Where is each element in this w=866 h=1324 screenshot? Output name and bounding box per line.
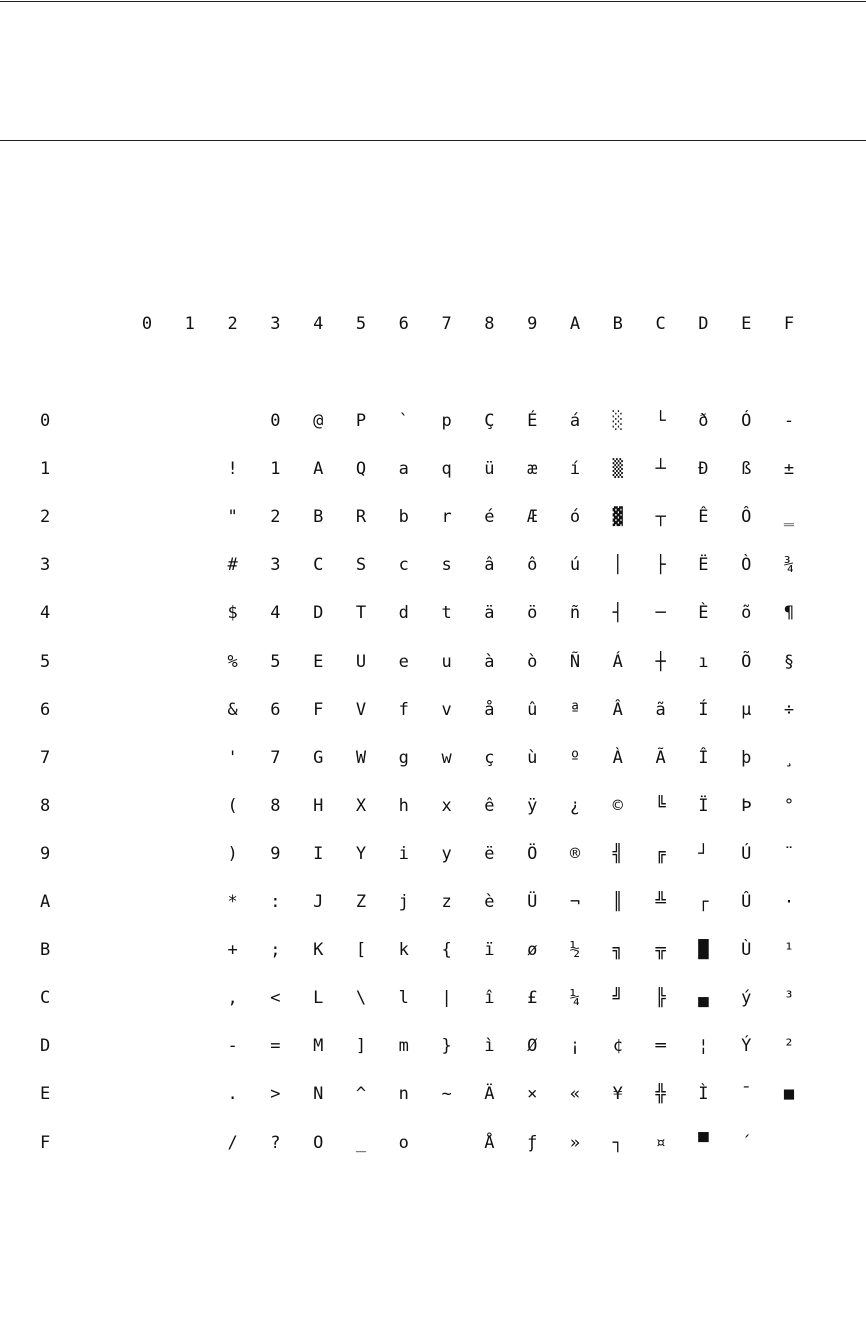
char-cell: ÿ [527,795,538,816]
char-cell: ▓ [612,507,623,528]
char-cell: ß [741,459,752,480]
char-cell: R [355,507,367,528]
char-cell: ├ [655,555,666,576]
char-cell: ▀ [698,1132,709,1153]
column-header-0: 0 [141,314,153,334]
char-cell: ¥ [612,1084,623,1105]
column-header-3: 3 [270,314,281,334]
char-cell: ¡ [569,1036,581,1057]
char-cell: ý [741,988,752,1009]
char-cell: ø [527,940,538,961]
char-cell: - [783,411,795,431]
column-header-4: 4 [313,314,324,334]
char-cell: ┼ [655,651,666,672]
char-cell: / [227,1132,238,1153]
char-cell: ± [783,459,795,480]
char-cell: P [355,411,367,431]
char-cell: · [783,892,795,912]
char-cell: Â [612,699,623,720]
char-cell: | [441,988,452,1009]
column-header-6: 6 [398,314,409,334]
char-cell: " [227,507,238,528]
char-cell: å [484,699,495,720]
char-cell: ¿ [569,795,581,816]
char-cell: ▒ [612,459,623,480]
char-cell: ┴ [655,459,666,480]
char-cell: Ü [527,892,538,912]
char-cell: ) [227,843,238,864]
char-cell: - [227,1036,238,1057]
char-cell: Ý [741,1036,752,1057]
char-cell: ® [569,843,581,864]
char-cell: Ö [527,843,538,864]
char-cell: Ó [741,411,752,431]
char-cell: $ [227,603,238,624]
char-cell: ü [484,459,495,480]
char-cell: « [569,1084,581,1105]
row-header-3: 3 [40,555,51,576]
char-cell: H [313,795,324,816]
char-cell: s [441,555,452,576]
char-cell: þ [741,747,752,768]
char-cell: ╦ [655,940,666,961]
row-header-f: F [40,1132,51,1153]
char-cell: ╠ [655,988,666,1009]
char-cell: n [398,1084,409,1105]
char-cell: ╣ [612,843,623,864]
column-header-8: 8 [484,314,495,334]
char-cell: J [313,892,324,912]
char-cell: d [398,603,409,624]
char-cell: D [313,603,324,624]
char-cell: Õ [741,651,752,672]
char-cell: ┬ [655,507,666,528]
char-cell: \ [355,988,367,1009]
char-cell: Y [355,843,367,864]
char-cell: v [441,699,452,720]
char-cell: o [398,1132,409,1153]
char-cell: Î [698,747,709,768]
char-cell: ç [484,747,495,768]
row-header-4: 4 [40,603,51,624]
char-cell: , [227,988,238,1009]
char-cell: r [441,507,452,528]
char-cell: 5 [270,651,281,672]
column-header-b: B [612,314,623,334]
char-cell: Ø [527,1036,538,1057]
char-cell: Û [741,892,752,912]
char-cell: M [313,1036,324,1057]
char-cell: Z [355,892,367,912]
char-cell: 8 [270,795,281,816]
char-cell: æ [527,459,538,480]
char-cell: _ [355,1132,367,1153]
char-cell: ╝ [612,988,623,1009]
char-cell: │ [612,555,623,576]
column-header-e: E [741,314,752,334]
char-cell: B [313,507,324,528]
char-cell: à [484,651,495,672]
char-cell: Ô [741,507,752,528]
char-cell: á [569,411,581,431]
char-cell: ¹ [783,940,795,961]
row-header-b: B [40,940,51,961]
char-cell: . [227,1084,238,1105]
char-cell: ¦ [698,1036,709,1057]
char-cell: ` [398,411,409,431]
char-cell: ■ [783,1084,795,1105]
char-cell: ô [527,555,538,576]
char-cell: @ [313,411,324,431]
char-cell: £ [527,988,538,1009]
char-cell: ║ [612,892,623,912]
char-cell: f [398,699,409,720]
char-cell: û [527,699,538,720]
char-cell: º [569,747,581,768]
char-cell: ╗ [612,940,623,961]
char-cell: Å [484,1132,495,1153]
char-cell: ¼ [569,988,581,1009]
char-cell: 4 [270,603,281,624]
char-cell: W [355,747,367,768]
row-header-d: D [40,1036,51,1057]
char-cell: ' [227,747,238,768]
column-header-1: 1 [184,314,195,334]
char-cell: ² [783,1036,795,1057]
char-cell: Ñ [569,651,581,672]
column-header-7: 7 [441,314,452,334]
char-cell: ¤ [655,1132,666,1153]
char-cell: ù [527,747,538,768]
char-cell: F [313,699,324,720]
char-cell: 2 [270,507,281,528]
char-cell: ñ [569,603,581,624]
char-cell: t [441,603,452,624]
char-cell: L [313,988,324,1009]
char-cell: z [441,892,452,912]
char-cell: î [484,988,495,1009]
char-cell: í [569,459,581,480]
char-cell: Þ [741,795,752,816]
char-cell: A [313,459,324,480]
char-cell: ƒ [527,1132,538,1153]
char-cell: ╬ [655,1084,666,1105]
char-cell: i [398,843,409,864]
char-cell: ÷ [783,699,795,720]
char-cell: < [270,988,281,1009]
char-cell: ] [355,1036,367,1057]
char-cell: ï [484,940,495,961]
char-cell: e [398,651,409,672]
char-cell: ─ [655,603,666,624]
top-rule [0,1,866,2]
row-header-c: C [40,988,51,1009]
char-cell: × [527,1084,538,1105]
char-cell: T [355,603,367,624]
char-cell: ¢ [612,1036,623,1057]
char-cell: Í [698,699,709,720]
char-cell: ı [698,651,709,672]
char-cell: a [398,459,409,480]
char-cell: ö [527,603,538,624]
char-cell: ╩ [655,892,666,912]
column-header-c: C [655,314,666,334]
char-cell: Ä [484,1084,495,1105]
char-cell: Ì [698,1084,709,1105]
char-cell: ¬ [569,892,581,912]
char-cell: w [441,747,452,768]
char-cell: » [569,1132,581,1153]
char-cell: Ê [698,507,709,528]
row-header-7: 7 [40,747,51,768]
char-cell: I [313,843,324,864]
char-cell: ¾ [783,555,795,576]
char-cell: } [441,1036,452,1057]
row-header-6: 6 [40,699,51,720]
row-header-5: 5 [40,651,51,672]
char-cell: └ [655,411,666,431]
char-cell: ╔ [655,843,666,864]
char-cell: # [227,555,238,576]
char-cell: ╚ [655,795,666,816]
char-cell: ¯ [741,1084,752,1105]
char-cell: Ç [484,411,495,431]
char-cell: ë [484,843,495,864]
char-cell: { [441,940,452,961]
row-header-2: 2 [40,507,51,528]
char-cell: Á [612,651,623,672]
char-cell: ê [484,795,495,816]
row-header-9: 9 [40,843,51,864]
char-cell: ó [569,507,581,528]
char-cell: h [398,795,409,816]
char-cell: c [398,555,409,576]
char-cell: Ò [741,555,752,576]
char-cell: é [484,507,495,528]
char-cell: q [441,459,452,480]
char-cell: Q [355,459,367,480]
char-cell: ^ [355,1084,367,1105]
char-cell: õ [741,603,752,624]
row-header-e: E [40,1084,51,1105]
char-cell: N [313,1084,324,1105]
char-cell: : [270,892,281,912]
char-cell: ½ [569,940,581,961]
char-cell: À [612,747,623,768]
char-cell: ð [698,411,709,431]
char-cell: Ù [741,940,752,961]
char-cell: ┐ [612,1132,623,1153]
char-cell: > [270,1084,281,1105]
char-cell: © [612,795,623,816]
char-cell: [ [355,940,367,961]
row-header-0: 0 [40,411,51,431]
char-cell: ; [270,940,281,961]
char-cell: m [398,1036,409,1057]
char-cell: k [398,940,409,961]
char-cell: Ï [698,795,709,816]
char-cell: ì [484,1036,495,1057]
char-cell: ? [270,1132,281,1153]
char-cell: â [484,555,495,576]
char-cell: y [441,843,452,864]
char-cell: + [227,940,238,961]
row-header-8: 8 [40,795,51,816]
char-cell: K [313,940,324,961]
column-header-f: F [783,314,795,334]
char-cell: ! [227,459,238,480]
char-cell: µ [741,699,752,720]
char-cell: É [527,411,538,431]
char-cell: & [227,699,238,720]
char-cell: 3 [270,555,281,576]
column-header-5: 5 [355,314,367,334]
char-cell: % [227,651,238,672]
char-cell: Ð [698,459,709,480]
column-header-a: A [569,314,581,334]
char-cell: ┘ [698,843,709,864]
char-cell: ã [655,699,666,720]
column-header-d: D [698,314,709,334]
char-cell: ┌ [698,892,709,912]
char-cell: * [227,892,238,912]
char-cell: C [313,555,324,576]
char-cell: 1 [270,459,281,480]
char-cell: ═ [655,1036,666,1057]
char-cell: ´ [741,1132,752,1153]
char-cell: V [355,699,367,720]
char-cell: ┤ [612,603,623,624]
char-cell: 9 [270,843,281,864]
char-cell: ~ [441,1084,452,1105]
char-cell: ( [227,795,238,816]
char-cell: 0 [270,411,281,431]
char-cell: ò [527,651,538,672]
char-cell: = [270,1036,281,1057]
char-cell: E [313,651,324,672]
char-cell: g [398,747,409,768]
row-header-1: 1 [40,459,51,480]
char-cell: ¸ [783,747,795,768]
char-cell: x [441,795,452,816]
char-cell: G [313,747,324,768]
column-header-9: 9 [527,314,538,334]
char-cell: ä [484,603,495,624]
char-cell: Æ [527,507,538,528]
char-cell: ú [569,555,581,576]
char-cell: █ [698,940,709,961]
char-cell: È [698,603,709,624]
char-cell: p [441,411,452,431]
char-cell: ░ [612,411,623,431]
char-cell: 7 [270,747,281,768]
row-header-a: A [40,892,51,912]
char-cell: S [355,555,367,576]
char-cell: ³ [783,988,795,1009]
char-cell: § [783,651,795,672]
char-cell: 6 [270,699,281,720]
char-cell: ¶ [783,603,795,624]
char-cell: Ã [655,747,666,768]
char-cell: l [398,988,409,1009]
char-cell: O [313,1132,324,1153]
char-cell: X [355,795,367,816]
char-cell: u [441,651,452,672]
char-cell: U [355,651,367,672]
char-cell: Ë [698,555,709,576]
char-cell: ‗ [783,507,795,528]
char-cell: ▄ [698,988,709,1009]
column-header-2: 2 [227,314,238,334]
char-cell: ¨ [783,843,795,864]
char-cell: ª [569,699,581,720]
char-cell: ° [783,795,795,816]
char-cell: è [484,892,495,912]
char-cell: Ú [741,843,752,864]
header-rule [0,140,866,141]
char-cell: j [398,892,409,912]
char-cell: b [398,507,409,528]
